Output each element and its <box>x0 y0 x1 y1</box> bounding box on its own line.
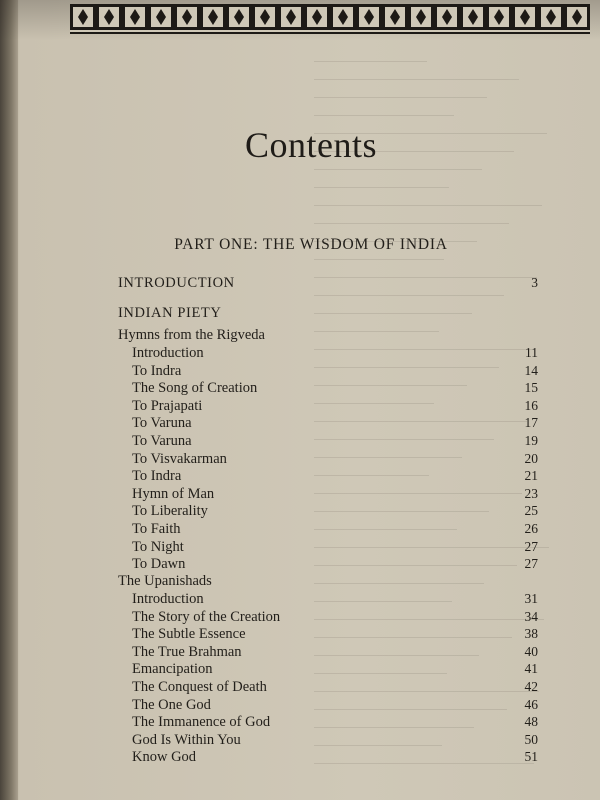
toc-entry[interactable] <box>118 415 538 433</box>
toc-entry[interactable] <box>118 732 538 750</box>
toc-entry-label: Introduction <box>132 345 204 361</box>
toc-entry-page: 48 <box>524 714 538 730</box>
toc-entry[interactable] <box>118 679 538 697</box>
toc-entry[interactable] <box>118 486 538 504</box>
toc-entry-label: The Subtle Essence <box>132 626 246 643</box>
toc-entry[interactable] <box>118 433 538 451</box>
toc-group-label: Hymns from the Rigveda <box>118 327 265 343</box>
toc-entry[interactable] <box>118 661 538 679</box>
toc-entry-label: Emancipation <box>132 661 213 678</box>
page-title: Contents <box>244 125 377 165</box>
bleed-through-line <box>314 98 454 116</box>
bleed-through-line <box>314 44 427 62</box>
toc-entry-label: Know God <box>132 749 197 766</box>
toc-entry-label: The Immanence of God <box>132 714 271 731</box>
toc-entry-page: 19 <box>524 433 538 448</box>
toc-entry-label: To Liberality <box>132 503 208 520</box>
toc-entry[interactable] <box>118 398 538 416</box>
toc-entry-page: 51 <box>524 749 538 765</box>
toc-entry-label: To Varuna <box>132 415 192 432</box>
toc-group-hymns-heading <box>118 327 538 345</box>
toc-entry-page: 3 <box>531 275 538 290</box>
toc-entry-introduction[interactable] <box>118 275 538 293</box>
toc-entry-page: 26 <box>524 521 538 536</box>
toc-entry[interactable] <box>118 626 538 644</box>
toc-entry-label: To Dawn <box>132 556 186 573</box>
part-heading: PART ONE: THE WISDOM OF INDIA <box>174 236 448 253</box>
toc-entry-page: 31 <box>524 591 538 606</box>
toc-entry-label: To Faith <box>132 521 181 537</box>
bleed-through-line <box>314 170 449 188</box>
toc-entry[interactable] <box>118 714 538 732</box>
toc-entry-label: To Night <box>132 538 184 555</box>
toc-entry[interactable] <box>118 697 538 715</box>
toc-entry[interactable] <box>118 749 538 767</box>
toc-entry[interactable] <box>118 591 538 609</box>
toc-entry-page: 42 <box>524 679 538 694</box>
toc-entry[interactable] <box>118 556 538 574</box>
bleed-through-line <box>314 62 519 80</box>
toc-entry[interactable] <box>118 521 538 539</box>
bleed-through-line <box>314 206 509 224</box>
toc-section-label: INDIAN PIETY <box>118 305 222 321</box>
toc-entry[interactable] <box>118 644 538 662</box>
toc-entry[interactable] <box>118 363 538 381</box>
toc-section-indian-piety <box>118 305 538 323</box>
toc-entry-page: 34 <box>524 608 538 624</box>
toc-entry-page: 38 <box>524 626 538 642</box>
toc-entry-label: The Song of Creation <box>132 380 258 397</box>
toc-entry-label: The One God <box>132 696 211 713</box>
toc-entry[interactable] <box>118 503 538 521</box>
toc-entry-page: 20 <box>524 450 538 466</box>
toc-entry-page: 23 <box>524 485 538 501</box>
toc-entry-page: 21 <box>524 468 538 484</box>
toc-entry-page: 11 <box>525 345 538 360</box>
toc-entry-page: 15 <box>524 380 538 396</box>
toc-group-upanishads-heading <box>118 573 538 591</box>
toc-group-label: The Upanishads <box>118 573 212 589</box>
toc-entry-label: The True Brahman <box>132 643 242 660</box>
book-spine-edge <box>0 0 18 800</box>
toc-entry-label: To Prajapati <box>132 397 203 414</box>
toc-entry-page: 25 <box>524 503 538 519</box>
toc-entry-page: 40 <box>524 643 538 659</box>
decorative-border-ornament <box>70 4 590 34</box>
toc-entry[interactable] <box>118 609 538 627</box>
toc-entry-page: 16 <box>524 397 538 413</box>
toc-entry[interactable] <box>118 451 538 469</box>
toc-entry-page: 46 <box>524 696 538 712</box>
toc-entry-page: 41 <box>524 661 538 677</box>
toc-entry-label: The Conquest of Death <box>132 679 267 695</box>
toc-entry-label: To Indra <box>132 468 182 485</box>
toc-entry[interactable] <box>118 468 538 486</box>
toc-entry-page: 14 <box>524 362 538 378</box>
toc-entry-label: Hymn of Man <box>132 485 215 502</box>
toc-entry-label: The Story of the Creation <box>132 608 281 625</box>
toc-entry[interactable] <box>118 345 538 363</box>
bleed-through-line <box>314 80 487 98</box>
bleed-through-line <box>314 188 542 206</box>
toc-entry-page: 17 <box>524 415 538 431</box>
toc-entry-label: Introduction <box>132 591 204 607</box>
toc-entry-label: INTRODUCTION <box>118 275 235 291</box>
toc-entry-label: God Is Within You <box>132 731 241 748</box>
toc-entry-page: 50 <box>524 731 538 747</box>
toc-entry-page: 27 <box>524 556 538 572</box>
toc-entry[interactable] <box>118 539 538 557</box>
toc-entry-label: To Indra <box>132 362 182 379</box>
toc-entry[interactable] <box>118 380 538 398</box>
contents-page <box>22 0 600 800</box>
toc-entry-page: 27 <box>524 538 538 554</box>
toc-entry-label: To Varuna <box>132 433 192 449</box>
toc-entry-label: To Visvakarman <box>132 450 227 467</box>
